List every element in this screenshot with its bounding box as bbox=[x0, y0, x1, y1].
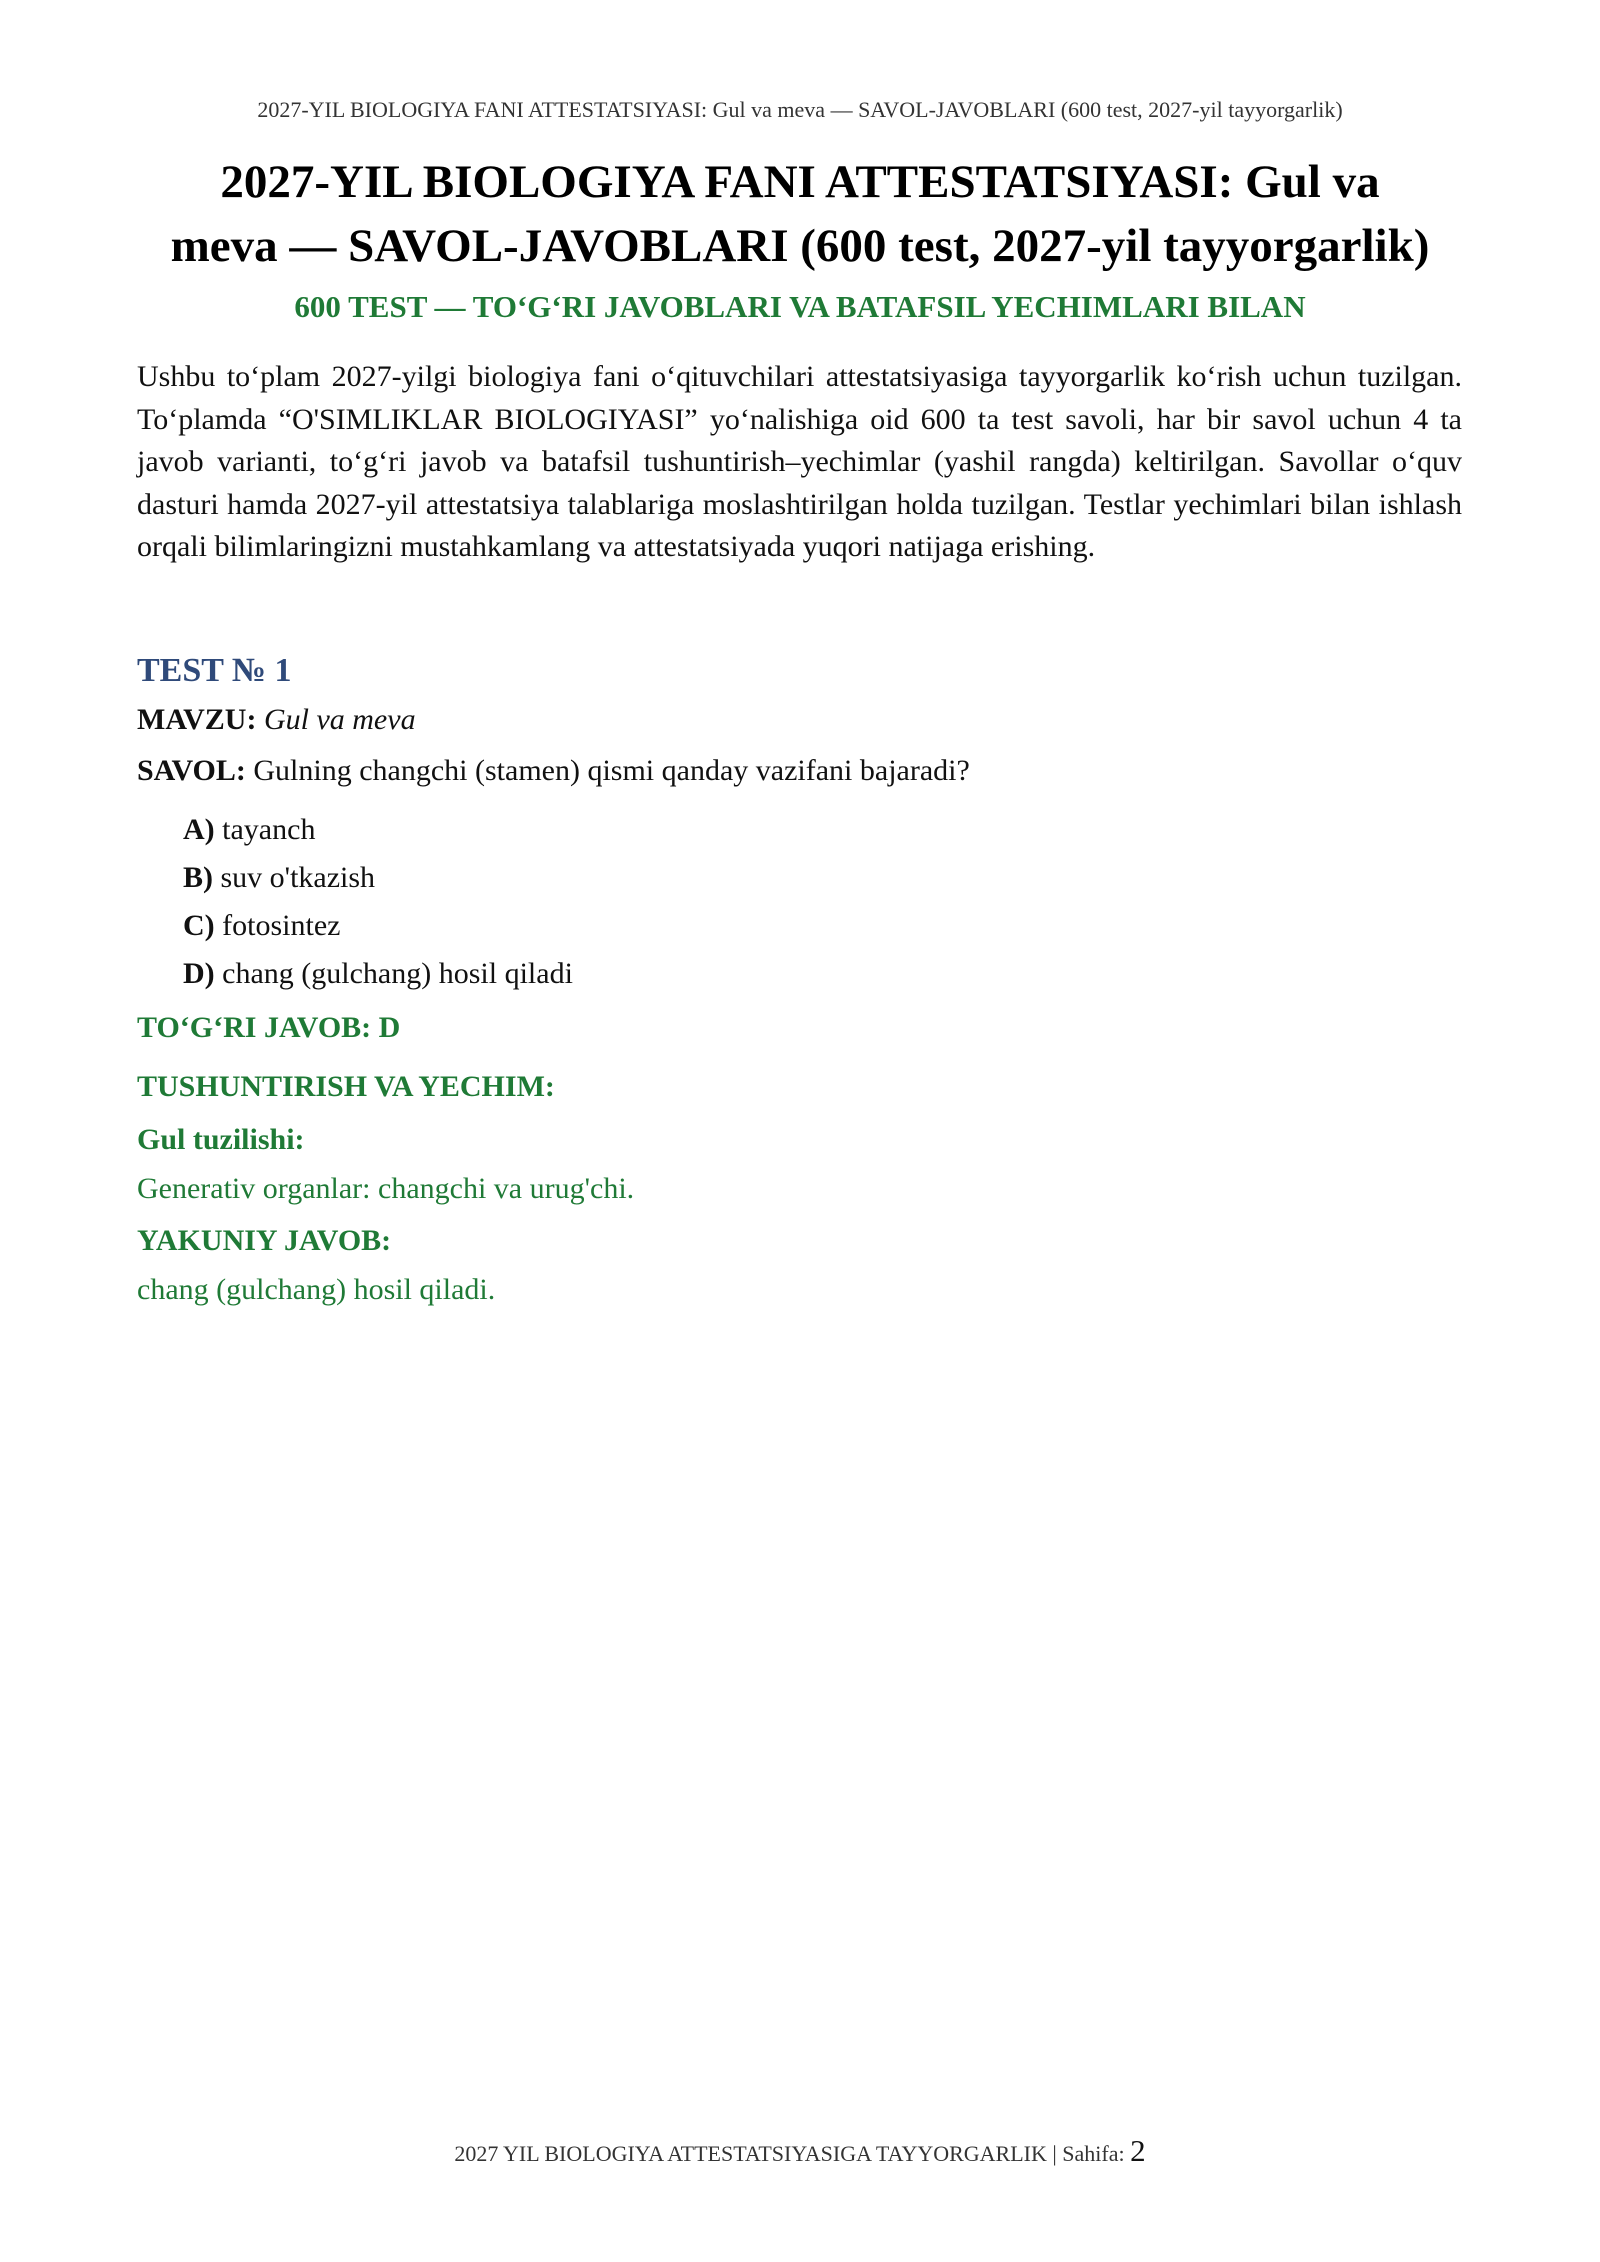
running-header: 2027-YIL BIOLOGIYA FANI ATTESTATSIYASI: Gul va meva — SAVOL-JAVOBLARI (600 test, 2027-yil tayyorgarlik) bbox=[257, 97, 1343, 122]
final-answer-heading: YAKUNIY JAVOB: bbox=[137, 1224, 392, 1257]
option-d-text: chang (gulchang) hosil qiladi bbox=[222, 957, 573, 990]
explanation-heading: TUSHUNTIRISH VA YECHIM: bbox=[137, 1070, 555, 1103]
option-d-letter: D) bbox=[183, 957, 215, 990]
option-c bbox=[183, 909, 340, 943]
option-b-letter: B) bbox=[183, 861, 213, 894]
document-subtitle: 600 TEST — TO‘G‘RI JAVOBLARI VA BATAFSIL YECHIMLARI BILAN bbox=[294, 289, 1306, 324]
final-answer-text: chang (gulchang) hosil qiladi. bbox=[137, 1273, 496, 1306]
question-label: SAVOL: bbox=[137, 754, 246, 787]
document-title bbox=[120, 150, 1480, 278]
question-line bbox=[137, 754, 970, 788]
test-number-heading: TEST № 1 bbox=[137, 652, 292, 689]
intro-paragraph: Ushbu to‘plam 2027-yilgi biologiya fani o‘qituvchilari attestatsiyasiga tayyorgarlik ko‘rish uchun tuzilgan. To‘plamda “O'SIMLIKLAR BIOLOGIYASI” yo‘nalishiga oid 600 ta test savoli, har bir savol uchun 4 ta javob varianti, to‘g‘ri javob va batafsil tushuntirish–yechimlar (yashil rangda) keltirilgan. Savollar o‘quv dasturi hamda 2027-yil attestatsiya talablariga moslashtirilgan holda tuzilgan. Testlar yechimlari bilan ishlash orqali bilimlaringizni mustahkamlang va attestatsiyada yuqori natijaga erishing. bbox=[137, 360, 1462, 564]
footer-page-label: Sahifa: bbox=[1062, 2141, 1125, 2166]
option-a-letter: A) bbox=[183, 813, 215, 846]
footer-text: 2027 YIL BIOLOGIYA ATTESTATSIYASIGA TAYYORGARLIK bbox=[454, 2141, 1047, 2166]
option-c-text: fotosintez bbox=[222, 909, 341, 942]
page-footer bbox=[0, 2133, 1600, 2169]
option-b-text: suv o'tkazish bbox=[220, 861, 376, 894]
footer-page-number: 2 bbox=[1130, 2133, 1146, 2168]
section-heading: Gul tuzilishi: bbox=[137, 1123, 305, 1156]
topic-label: MAVZU: bbox=[137, 703, 257, 736]
option-d bbox=[183, 957, 573, 991]
section-text: Generativ organlar: changchi va urug'chi. bbox=[137, 1172, 635, 1205]
option-c-letter: C) bbox=[183, 909, 215, 942]
correct-answer: TO‘G‘RI JAVOB: D bbox=[137, 1011, 401, 1044]
question-text: Gulning changchi (stamen) qismi qanday vazifani bajaradi? bbox=[253, 754, 970, 787]
option-a bbox=[183, 813, 315, 847]
option-a-text: tayanch bbox=[222, 813, 316, 846]
footer-separator: | bbox=[1052, 2141, 1057, 2166]
document-title-line1: 2027-YIL BIOLOGIYA FANI ATTESTATSIYASI: Gul va bbox=[220, 156, 1380, 208]
topic-line bbox=[137, 703, 416, 737]
option-b bbox=[183, 861, 375, 895]
document-title-line2: meva — SAVOL-JAVOBLARI (600 test, 2027-yil tayyorgarlik) bbox=[170, 220, 1430, 272]
topic-value: Gul va meva bbox=[263, 703, 416, 736]
